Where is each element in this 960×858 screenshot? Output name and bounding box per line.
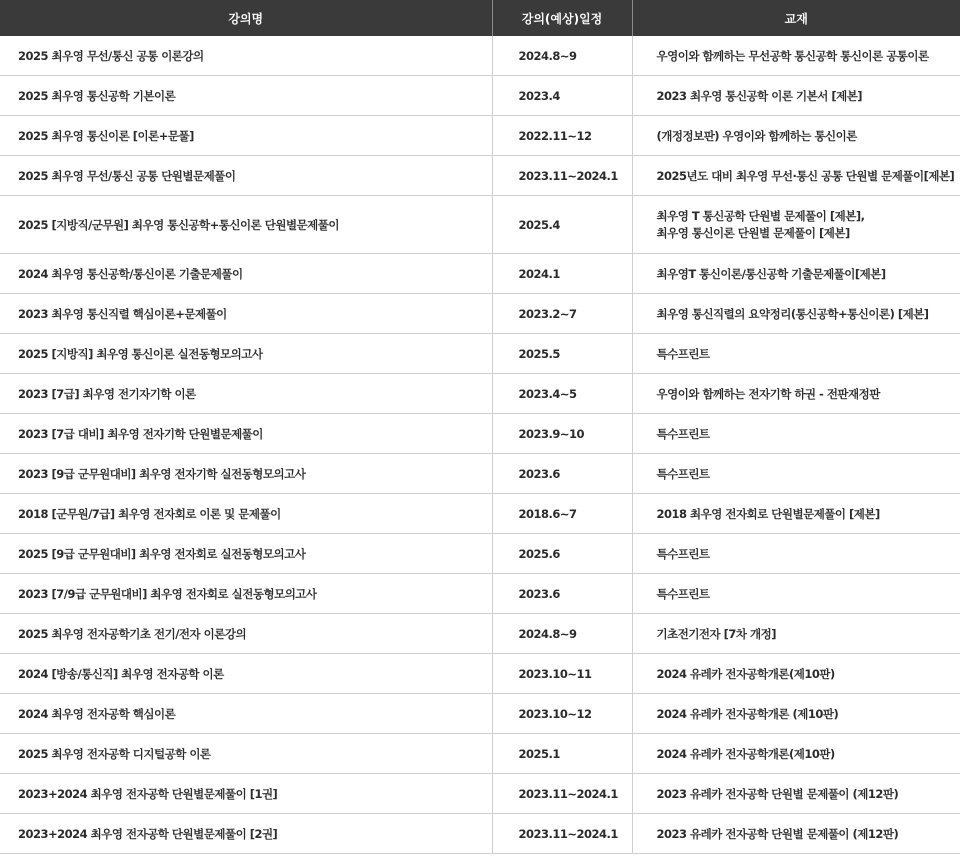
table-row [0, 294, 960, 334]
textbook: 특수프린트 [632, 574, 960, 614]
schedule: 2023.11~2024.1 [492, 814, 632, 854]
course-name: 2023 [7급] 최우영 전기자기학 이론 [0, 374, 492, 414]
textbook: 특수프린트 [632, 454, 960, 494]
textbook: 2024 유레카 전자공학개론(제10판) [632, 654, 960, 694]
course-name: 2025 최우영 통신이론 [이론+문풀] [0, 116, 492, 156]
schedule: 2023.11~2024.1 [492, 774, 632, 814]
table-row [0, 156, 960, 196]
textbook-line: 최우영 통신이론 단원별 문제풀이 [제본] [656, 225, 850, 240]
textbook: 특수프린트 [632, 414, 960, 454]
textbook: 최우영T 통신이론/통신공학 기출문제풀이[제본] [632, 254, 960, 294]
schedule: 2025.4 [492, 196, 632, 254]
schedule: 2025.6 [492, 534, 632, 574]
course-name: 2025 최우영 무선/통신 공통 단원별문제풀이 [0, 156, 492, 196]
table-row [0, 76, 960, 116]
table-row [0, 36, 960, 76]
course-name: 2023 최우영 통신직렬 핵심이론+문제풀이 [0, 294, 492, 334]
course-name: 2024 최우영 통신공학/통신이론 기출문제풀이 [0, 254, 492, 294]
schedule: 2023.6 [492, 454, 632, 494]
textbook: 2024 유레카 전자공학개론(제10판) [632, 734, 960, 774]
table-body [0, 36, 960, 854]
textbook [632, 196, 960, 254]
course-name: 2025 [9급 군무원대비] 최우영 전자회로 실전동형모의고사 [0, 534, 492, 574]
header-row [0, 0, 960, 36]
table-row [0, 574, 960, 614]
course-name: 2025 [지방직] 최우영 통신이론 실전동형모의고사 [0, 334, 492, 374]
schedule: 2024.8~9 [492, 614, 632, 654]
table-row [0, 694, 960, 734]
schedule: 2024.8~9 [492, 36, 632, 76]
schedule: 2018.6~7 [492, 494, 632, 534]
table-row [0, 774, 960, 814]
table-row [0, 654, 960, 694]
textbook: 2024 유레카 전자공학개론 (제10판) [632, 694, 960, 734]
course-name: 2025 최우영 전자공학기초 전기/전자 이론강의 [0, 614, 492, 654]
table-row [0, 334, 960, 374]
table-row [0, 374, 960, 414]
course-name: 2025 최우영 전자공학 디지털공학 이론 [0, 734, 492, 774]
course-name: 2023+2024 최우영 전자공학 단원별문제풀이 [1권] [0, 774, 492, 814]
course-name: 2023 [7/9급 군무원대비] 최우영 전자회로 실전동형모의고사 [0, 574, 492, 614]
course-name: 2025 최우영 통신공학 기본이론 [0, 76, 492, 116]
course-name: 2023+2024 최우영 전자공학 단원별문제풀이 [2권] [0, 814, 492, 854]
table-row [0, 814, 960, 854]
schedule: 2023.6 [492, 574, 632, 614]
textbook: 우영이와 함께하는 전자기학 하권 - 전판재정판 [632, 374, 960, 414]
course-name: 2025 [지방직/군무원] 최우영 통신공학+통신이론 단원별문제풀이 [0, 196, 492, 254]
textbook: 2018 최우영 전자회로 단원별문제풀이 [제본] [632, 494, 960, 534]
course-name: 2023 [9급 군무원대비] 최우영 전자기학 실전동형모의고사 [0, 454, 492, 494]
schedule: 2023.10~12 [492, 694, 632, 734]
course-name: 2024 최우영 전자공학 핵심이론 [0, 694, 492, 734]
textbook-line: 최우영 T 통신공학 단원별 문제풀이 [제본], [656, 208, 865, 223]
course-name: 2025 최우영 무선/통신 공통 이론강의 [0, 36, 492, 76]
schedule: 2023.10~11 [492, 654, 632, 694]
table-row [0, 494, 960, 534]
textbook: 2025년도 대비 최우영 무선·통신 공통 단원별 문제풀이[제본] [632, 156, 960, 196]
table-row [0, 116, 960, 156]
schedule: 2023.4 [492, 76, 632, 116]
table-row [0, 196, 960, 254]
textbook: 최우영 통신직렬의 요약정리(통신공학+통신이론) [제본] [632, 294, 960, 334]
textbook: 기초전기전자 [7차 개정] [632, 614, 960, 654]
header-schedule: 강의(예상)일정 [492, 0, 632, 36]
schedule: 2025.5 [492, 334, 632, 374]
course-name: 2018 [군무원/7급] 최우영 전자회로 이론 및 문제풀이 [0, 494, 492, 534]
header-textbook: 교재 [632, 0, 960, 36]
schedule: 2023.11~2024.1 [492, 156, 632, 196]
schedule: 2024.1 [492, 254, 632, 294]
table-header [0, 0, 960, 36]
textbook: 우영이와 함께하는 무선공학 통신공학 통신이론 공통이론 [632, 36, 960, 76]
textbook: 2023 유레카 전자공학 단원별 문제풀이 (제12판) [632, 774, 960, 814]
textbook: 특수프린트 [632, 534, 960, 574]
schedule: 2025.1 [492, 734, 632, 774]
table-row [0, 254, 960, 294]
textbook: 2023 유레카 전자공학 단원별 문제풀이 (제12판) [632, 814, 960, 854]
course-name: 2024 [방송/통신직] 최우영 전자공학 이론 [0, 654, 492, 694]
schedule: 2023.9~10 [492, 414, 632, 454]
textbook: 특수프린트 [632, 334, 960, 374]
schedule: 2023.4~5 [492, 374, 632, 414]
table-row [0, 534, 960, 574]
textbook: 2023 최우영 통신공학 이론 기본서 [제본] [632, 76, 960, 116]
table-row [0, 414, 960, 454]
textbook: (개정정보판) 우영이와 함께하는 통신이론 [632, 116, 960, 156]
table-row [0, 734, 960, 774]
table-row [0, 614, 960, 654]
table-row [0, 454, 960, 494]
header-course: 강의명 [0, 0, 492, 36]
schedule: 2023.2~7 [492, 294, 632, 334]
course-name: 2023 [7급 대비] 최우영 전자기학 단원별문제풀이 [0, 414, 492, 454]
schedule: 2022.11~12 [492, 116, 632, 156]
